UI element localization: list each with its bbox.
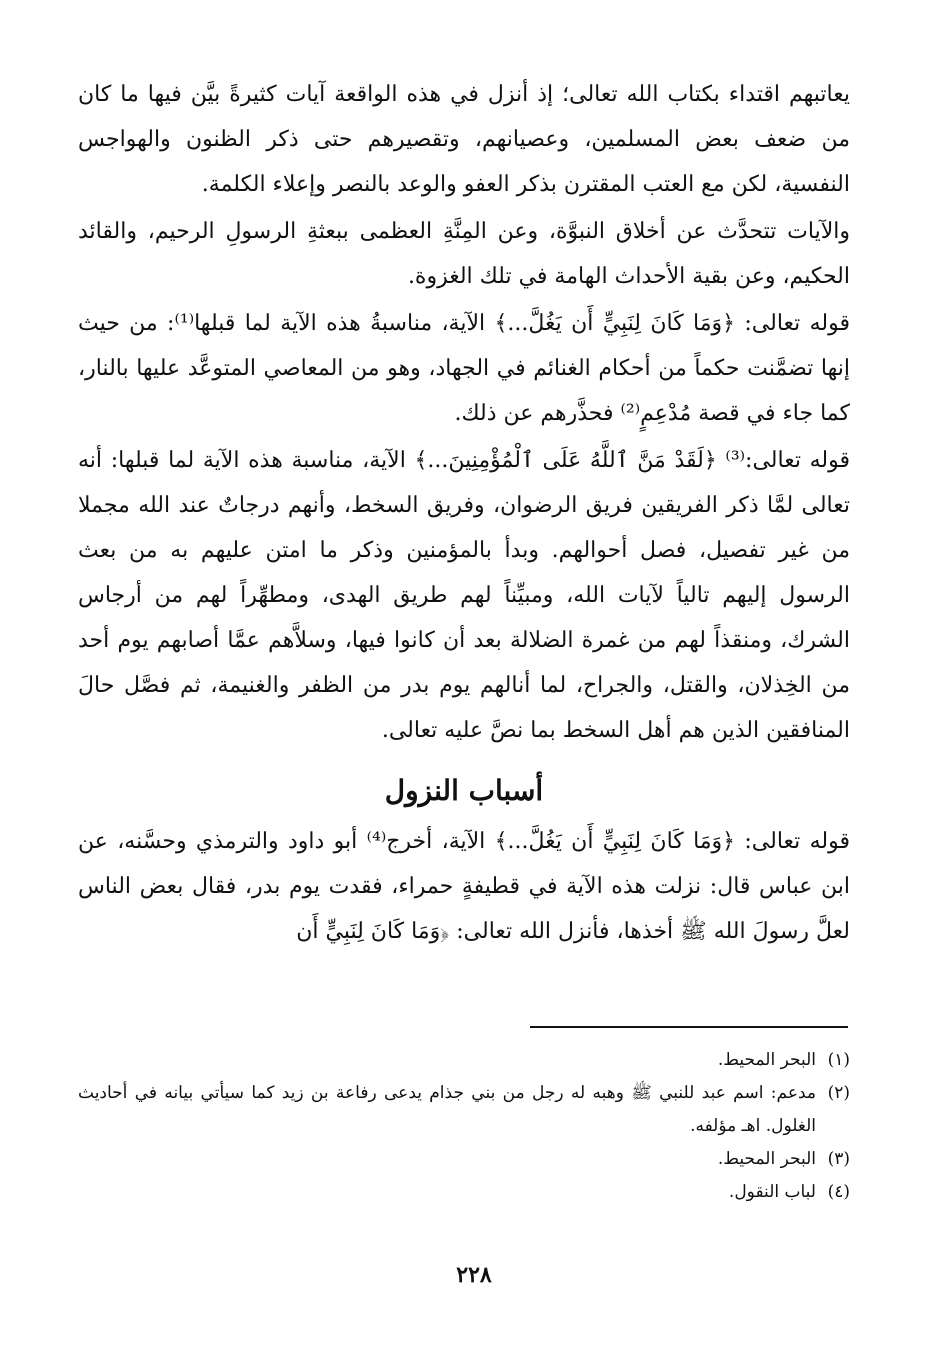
body-paragraph-2: والآيات تتحدَّث عن أخلاق النبوَّة، وعن المِنَّةِ العظمى ببعثةِ الرسولِ الرحيم، والقائد الحكيم، وعن بقية الأحداث الهامة في تلك الغزوة. [78, 219, 850, 289]
footnote-number: (٢) [827, 1083, 850, 1103]
footnote-divider [530, 1026, 848, 1028]
body-paragraph-3: قوله تعالى: ﴿وَمَا كَانَ لِنَبِيٍّ أَن يَغُلَّ...﴾ الآية، مناسبةُ هذه الآية لما قبلها⁽¹⁾: من حيث إنها تضمَّنت حكماً من أحكام الغنائم في الجهاد، وهو من المعاصي المتوعَّد عليها بالنار، كما جاء في قصة مُدْعِمٍ⁽²⁾ فحذَّرهم عن ذلك. [78, 311, 850, 426]
footnote-item [78, 1077, 850, 1143]
footnotes [78, 1044, 850, 1209]
footnote-item [78, 1176, 850, 1209]
footnote-number: (٤) [827, 1182, 850, 1202]
body-paragraph-1: يعاتبهم اقتداء بكتاب الله تعالى؛ إذ أنزل في هذه الواقعة آيات كثيرةً بيَّن فيها ما كان من ضعف بعض المسلمين، وعصيانهم، وتقصيرهم حتى ذكر الظنون والهواجس النفسية، لكن مع العتب المقترن بذكر العفو والوعد بالنصر وإعلاء الكلمة. [78, 82, 850, 197]
footnote-text: لباب النقول. [728, 1182, 816, 1202]
body-paragraph-4: قوله تعالى:⁽³⁾ ﴿لَقَدْ مَنَّ ٱللَّهُ عَلَى ٱلْمُؤْمِنِينَ...﴾ الآية، مناسبة هذه الآية لما قبلها: أنه تعالى لمَّا ذكر الفريقين فريق الرضوان، وفريق السخط، وأنهم درجاتٌ عند الله مجملا من غير تفصيل، فصل أحوالهم. وبدأ بالمؤمنين وذكر ما امتن عليهم به من بعث الرسول إليهم تالياً لآيات الله، ومبيِّناً لهم طريق الهدى، ومطهِّراً لهم من أرجاس الشرك، ومنقذاً لهم من غمرة الضلالة بعد أن كانوا فيها، وسلاَّهم عمَّا أصابهم يوم أحد من الخِذلان، والقتل، والجراح، لما أنالهم يوم بدر من الظفر والغنيمة، ثم فصَّل حالَ المنافقين الذين هم أهل السخط بما نصَّ عليه تعالى. [78, 448, 851, 743]
footnote-text: مدعم: اسم عبد للنبي ﷺ وهبه له رجل من بني جذام يدعى رفاعة بن زيد كما سيأتي بيانه في أحاديث الغلول. اهـ مؤلفه. [78, 1083, 816, 1136]
body-paragraph-5: قوله تعالى: ﴿وَمَا كَانَ لِنَبِيٍّ أَن يَغُلَّ...﴾ الآية، أخرج⁽⁴⁾ أبو داود والترمذي وحسَّنه، عن ابن عباس قال: نزلت هذه الآية في قطيفةٍ حمراء، فقدت يوم بدر، فقال بعض الناس لعلَّ رسولَ الله ﷺ أخذها، فأنزل الله تعالى: ﴿وَمَا كَانَ لِنَبِيٍّ أَن [78, 829, 850, 944]
footnote-item [78, 1143, 850, 1176]
footnote-item [78, 1044, 850, 1077]
main-text-block [78, 72, 850, 954]
footnote-text: البحر المحيط. [717, 1149, 816, 1169]
page-number: ٢٢٨ [456, 1262, 492, 1288]
section-heading: أسباب النزول [384, 774, 544, 807]
footnote-number: (٣) [827, 1149, 850, 1169]
footnote-text: البحر المحيط. [717, 1050, 816, 1070]
footnote-number: (١) [827, 1050, 850, 1070]
